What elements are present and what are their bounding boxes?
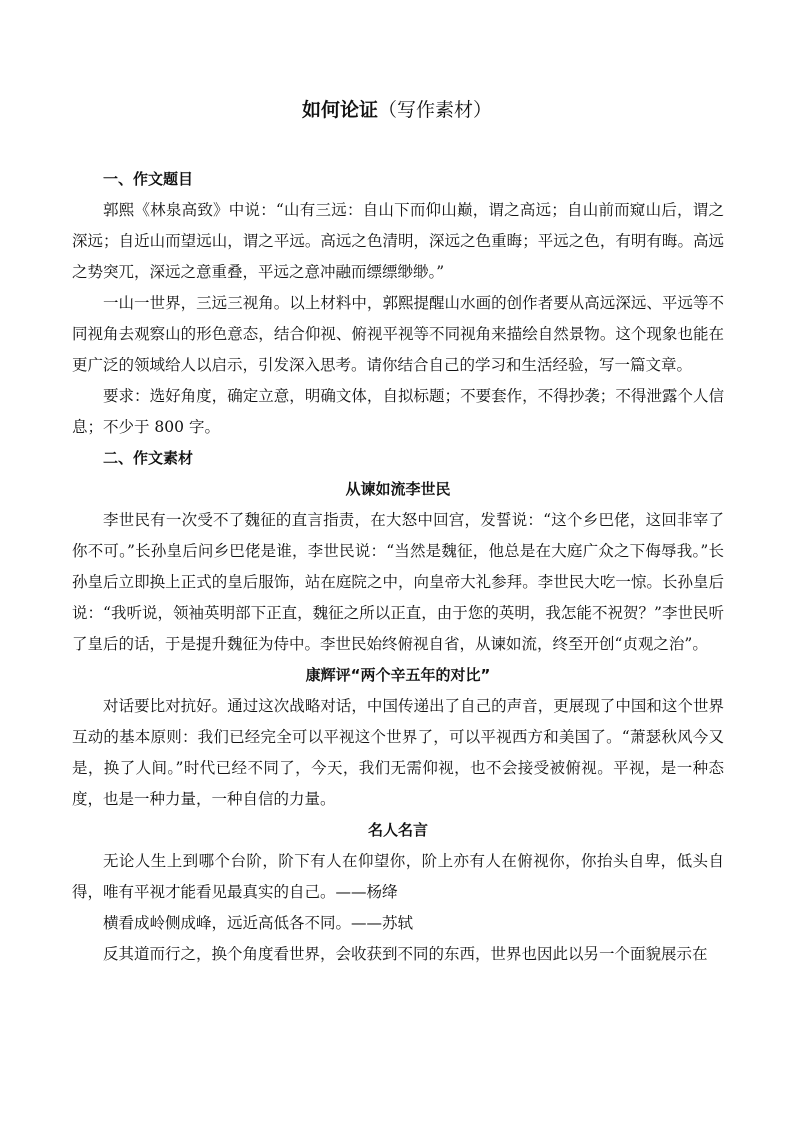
quote-yang-jiang: 无论人生上到哪个台阶，阶下有人在仰望你，阶上亦有人在俯视你，你抬头自卑，低头自得，唯有平视才能看见最真实的自己。——杨绛 bbox=[72, 852, 724, 901]
material-title-quotes: 名人名言 bbox=[367, 821, 428, 839]
quote-perspective: 反其道而行之，换个角度看世界，会收获到不同的东西，世界也因此以另一个面貌展示在 bbox=[103, 945, 708, 963]
material-text-kang-hui: 对话要比对抗好。通过这次战略对话，中国传递出了自己的声音，更展现了中国和这个世界互动的基本原则：我们已经完全可以平视这个世界了，可以平视西方和美国了。“萧瑟秋风今又是，换了人间。”时代已经不同了，今天，我们无需仰视，也不会接受被俯视。平视，是一种态度，也是一种力量，一种自信的力量。 bbox=[72, 697, 724, 808]
section-heading-prompt: 一、作文题目 bbox=[103, 170, 194, 188]
document-body bbox=[72, 164, 724, 970]
prompt-paragraph-2: 一山一世界，三远三视角。以上材料中，郭熙提醒山水画的创作者要从高远深远、平远等不同视角去观察山的形色意态，结合仰视、俯视平视等不同视角来描绘自然景物。这个现象也能在更广泛的领域给人以启示，引发深入思考。请你结合自己的学习和生活经验，写一篇文章。 bbox=[72, 294, 724, 374]
quote-su-shi: 横看成岭侧成峰，远近高低各不同。——苏轼 bbox=[103, 914, 414, 932]
material-title-kang-hui: 康辉评“两个辛五年的对比” bbox=[305, 666, 491, 684]
document-title bbox=[0, 96, 794, 124]
material-text-li-shimin: 李世民有一次受不了魏征的直言指责，在大怒中回宫，发誓说：“这个乡巴佬，这回非宰了你不可。”长孙皇后问乡巴佬是谁，李世民说：“当然是魏征，他总是在大庭广众之下侮辱我。”长孙皇后立即换上正式的皇后服饰，站在庭院之中，向皇帝大礼参拜。李世民大吃一惊。长孙皇后说：“我听说，领袖英明部下正直，魏征之所以正直，由于您的英明，我怎能不祝贺？”李世民听了皇后的话，于是提升魏征为侍中。李世民始终俯视自省，从谏如流，终至开创“贞观之治”。 bbox=[72, 511, 724, 653]
prompt-paragraph-1: 郭熙《林泉高致》中说：“山有三远：自山下而仰山巅，谓之高远；自山前而窥山后，谓之深远；自近山而望远山，谓之平远。高远之色清明，深远之色重晦；平远之色，有明有晦。高远之势突兀，深远之意重叠，平远之意冲融而缥缥缈缈。” bbox=[72, 201, 724, 281]
title-main: 如何论证 bbox=[301, 99, 378, 121]
section-heading-materials: 二、作文素材 bbox=[103, 449, 194, 467]
title-sub: （写作素材） bbox=[378, 99, 493, 121]
material-title-li-shimin: 从谏如流李世民 bbox=[345, 480, 451, 498]
prompt-requirements: 要求：选好角度，确定立意，明确文体，自拟标题；不要套作，不得抄袭；不得泄露个人信息；不少于 800 字。 bbox=[72, 387, 724, 436]
